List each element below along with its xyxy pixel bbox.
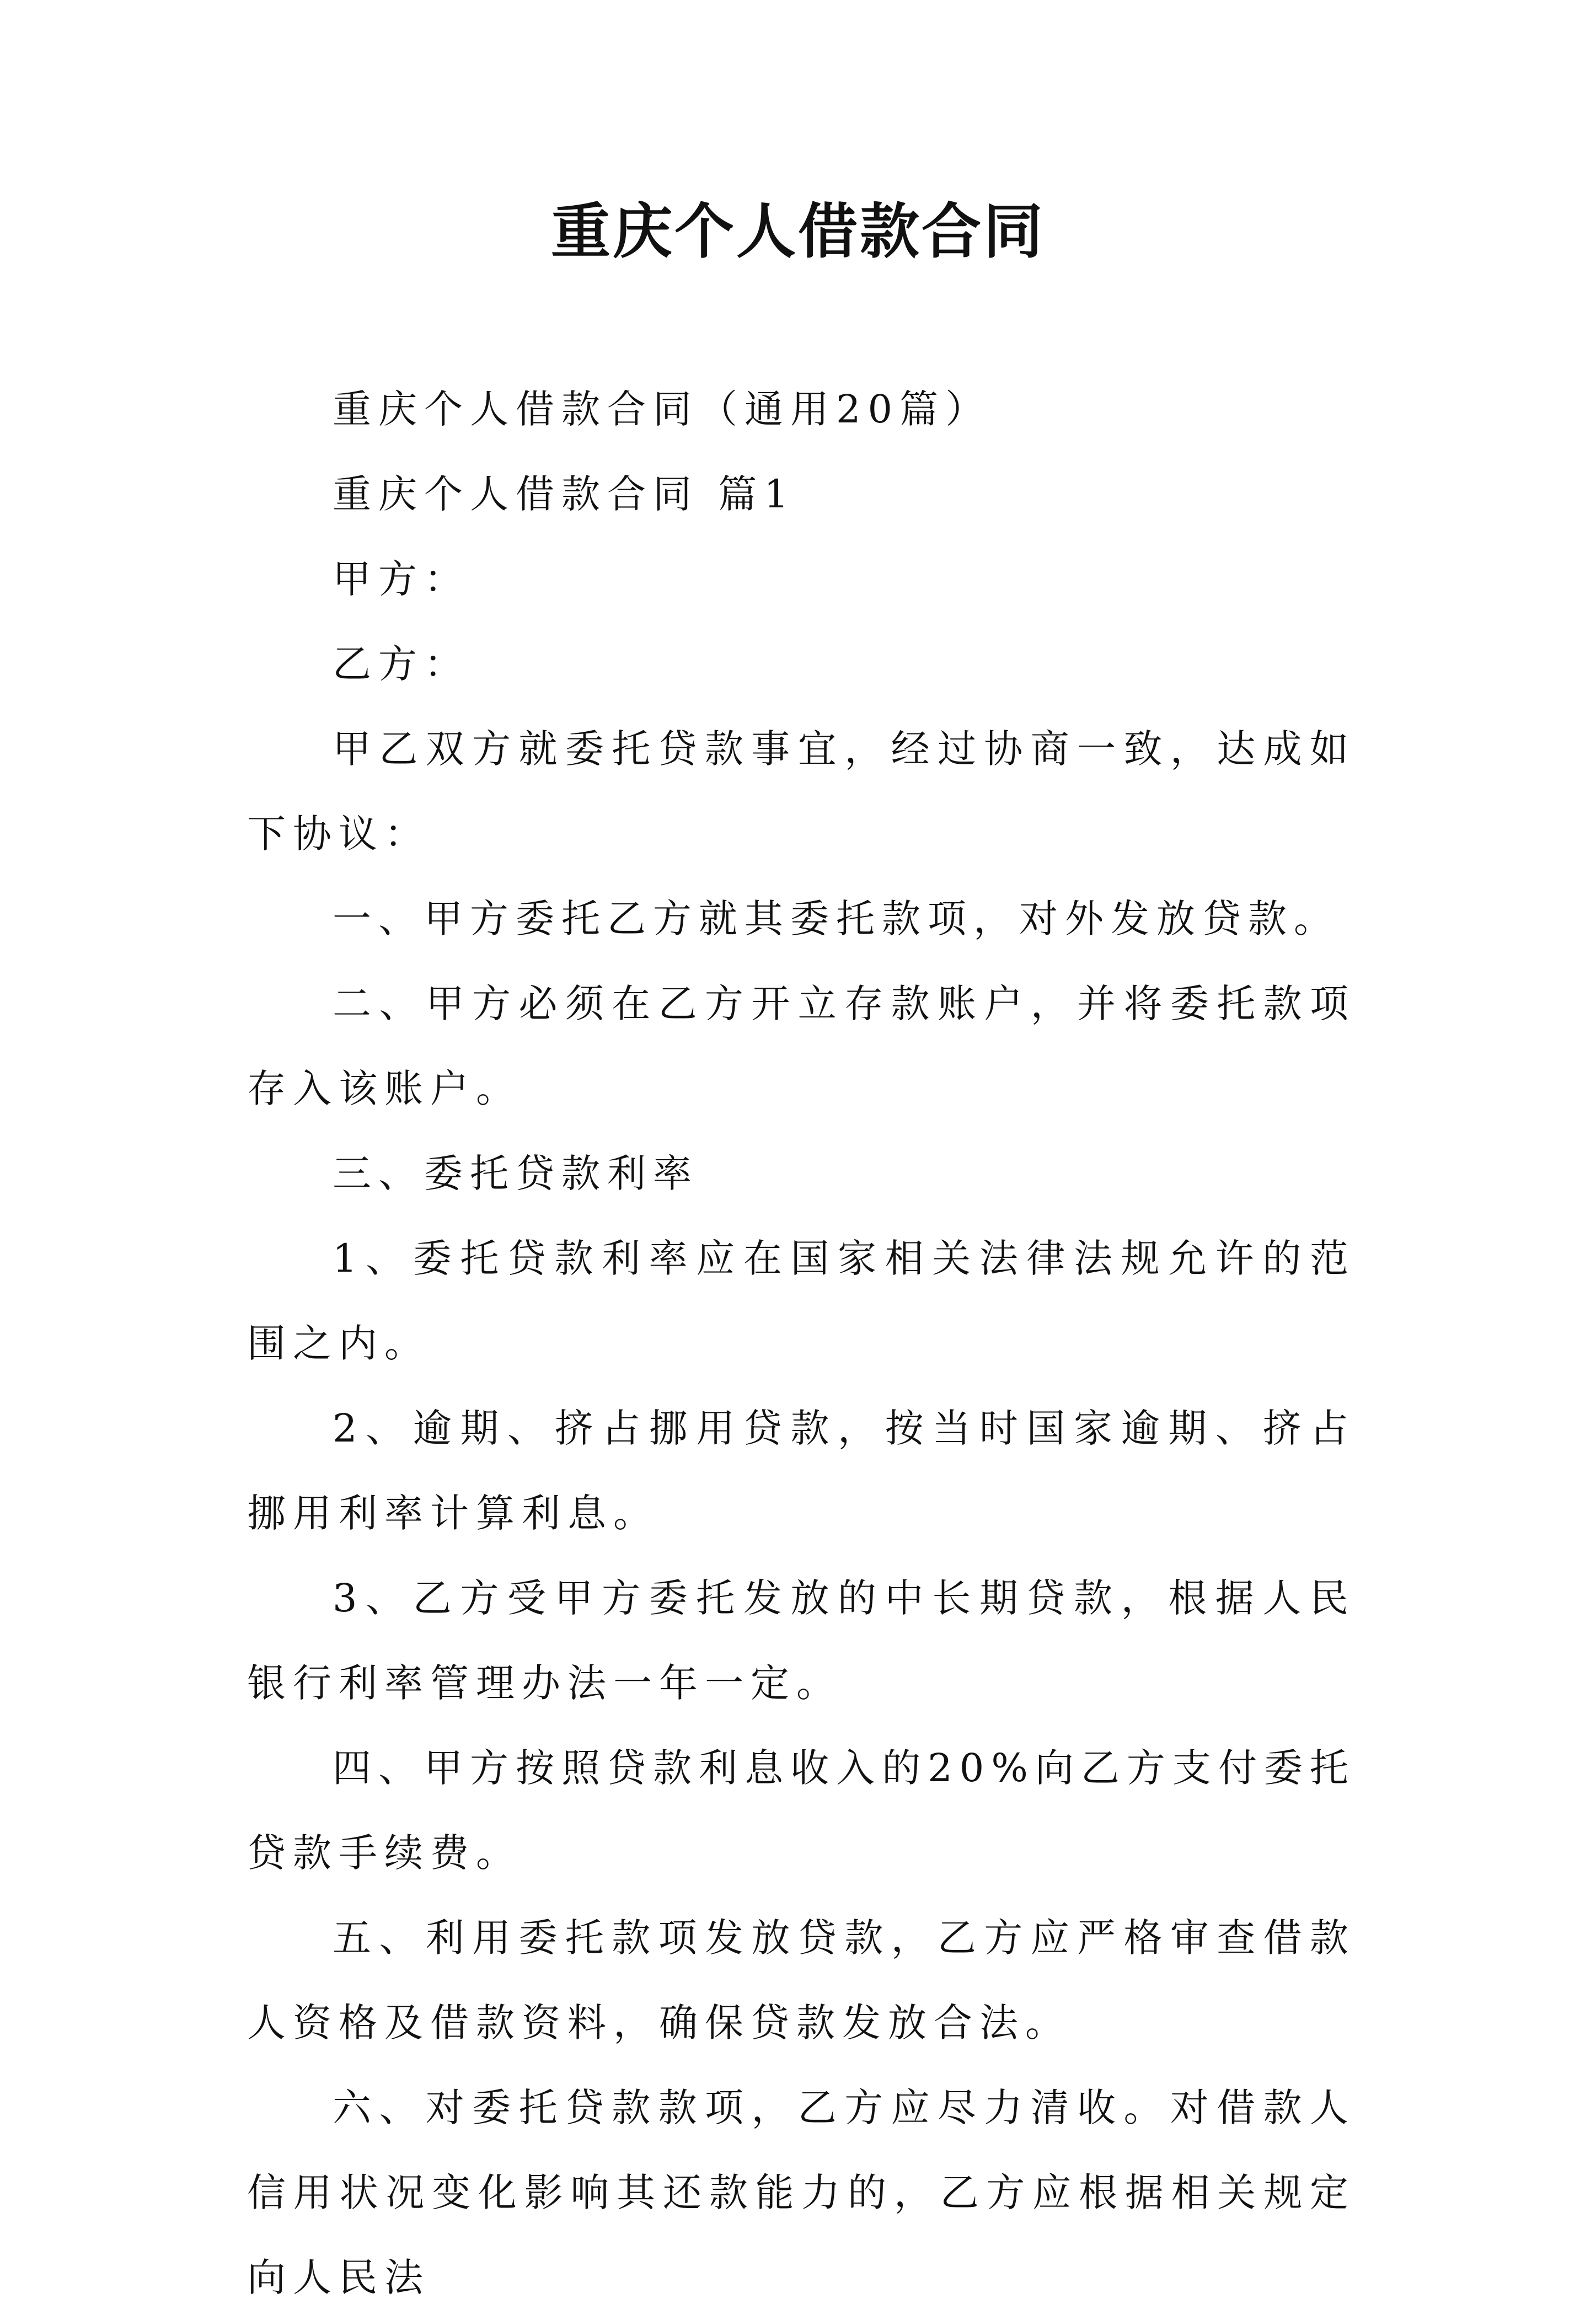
party-b-line: 乙方： xyxy=(333,641,470,687)
clause-2: 二、甲方必须在乙方开立存款账户，并将委托款项存入该账户。 xyxy=(247,981,1356,1111)
intro-paragraph: 甲乙双方就委托贷款事宜，经过协商一致，达成如下协议： xyxy=(247,726,1356,856)
document-title: 重庆个人借款合同 xyxy=(550,197,1045,266)
subtitle-paragraph: 重庆个人借款合同（通用20篇） xyxy=(333,387,992,432)
clause-4: 四、甲方按照贷款利息收入的20%向乙方支付委托贷款手续费。 xyxy=(247,1745,1356,1876)
clause-3-heading: 三、委托贷款利率 xyxy=(333,1151,699,1196)
clause-1: 一、甲方委托乙方就其委托款项，对外发放贷款。 xyxy=(333,896,1340,941)
clause-3-item-2: 2、逾期、挤占挪用贷款，按当时国家逾期、挤占挪用利率计算利息。 xyxy=(247,1406,1356,1536)
clause-3-item-1: 1、委托贷款利率应在国家相关法律法规允许的范围之内。 xyxy=(247,1236,1356,1366)
clause-6: 六、对委托贷款款项，乙方应尽力清收。对借款人信用状况变化影响其还款能力的，乙方应根据相关规定向人民法 xyxy=(247,2085,1356,2300)
section-heading: 重庆个人借款合同 篇1 xyxy=(333,471,796,517)
clause-3-item-3: 3、乙方受甲方委托发放的中长期贷款，根据人民银行利率管理办法一年一定。 xyxy=(247,1576,1356,1706)
document-body xyxy=(247,367,1356,2320)
clause-5: 五、利用委托款项发放贷款，乙方应严格审查借款人资格及借款资料，确保贷款发放合法。 xyxy=(247,1915,1356,2045)
party-a-line: 甲方： xyxy=(333,556,470,602)
